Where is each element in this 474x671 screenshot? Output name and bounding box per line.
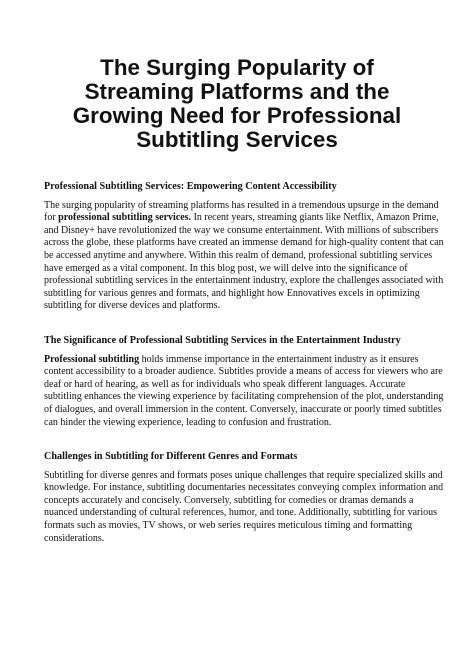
paragraph-line: concepts accurately and concisely. Conversely, subtitling for comedies or dramas demands a [44,494,414,506]
paragraph-line: can hinder the viewing experience, leading to confusion and frustration. [44,416,332,428]
paragraph-line: subtitling for various genres and formats, and highlight how Ennovatives excels in optimizing [44,287,420,299]
paragraph-line [44,212,439,225]
section-challenges [44,451,444,545]
title-line: The Surging Popularity of [100,55,374,80]
line-text: for [44,212,59,224]
paragraph-line: of dialogues, and overall immersion in the content. Conversely, inaccurate or poorly timed subtitles [44,403,442,415]
title-line: Streaming Platforms and the [84,79,390,104]
line-text: In recent years, streaming giants like Netflix, Amazon Prime, [191,212,439,224]
document-body [44,181,444,545]
section-significance [44,334,444,429]
paragraph-line: nuanced understanding of cultural references, humor, and tone. Additionally, subtitling for various [44,507,438,519]
section-accessibility [44,181,444,313]
paragraph-line: The surging popularity of streaming platforms has resulted in a tremendous upsurge in the demand [44,199,439,211]
paragraph-line: formats such as movies, TV shows, or web series requires meticulous timing and formatting [44,520,413,532]
line-text: holds immense importance in the entertainment industry as it ensures [139,353,419,365]
paragraph-line: Subtitling for diverse genres and formats poses unique challenges that require specialized skills and [44,469,443,481]
paragraph-line: considerations. [44,532,105,544]
section-heading: The Significance of Professional Subtitling Services in the Entertainment Industry [44,334,401,346]
paragraph-line: knowledge. For instance, subtitling documentaries necessitates conveying complex information and [44,482,444,494]
title-line: Subtitling Services [136,127,338,152]
document-title [40,56,434,152]
paragraph-line: and Disney+ have revolutionized the way we consume entertainment. With millions of subscribers [44,224,439,236]
paragraph-line: be accessed anytime and anywhere. Within this realm of demand, professional subtitling services [44,249,433,261]
section-paragraph [44,353,444,430]
bold-phrase: professional subtitling services. [58,212,192,224]
title-line: Growing Need for Professional [72,103,402,128]
section-paragraph [44,199,444,313]
paragraph-line [44,354,434,367]
paragraph-line: have emerged as a vital component. In this blog post, we will delve into the significance of [44,262,408,274]
paragraph-line: subtitling for diverse devices and platforms. [44,300,221,312]
section-heading: Professional Subtitling Services: Empowering Content Accessibility [44,181,337,192]
bold-phrase: Professional subtitling [44,353,140,365]
section-heading: Challenges in Subtitling for Different Genres and Formats [44,451,298,463]
paragraph-line: content accessibility to a broader audience. Subtitles provide a means of access for viewers who are [44,366,443,378]
paragraph-line: professional subtitling services in the entertainment industry, explore the challenges associated with [44,275,444,287]
paragraph-line: subtitling enhances the viewing experience by facilitating comprehension of the plot, understanding [44,391,444,403]
section-paragraph [44,469,444,546]
paragraph-line: across the globe, these platforms have created an immense demand for high-quality content that can [44,237,444,249]
paragraph-line: deaf or hard of hearing, as well as for individuals who speak different languages. Accurate [44,378,406,390]
